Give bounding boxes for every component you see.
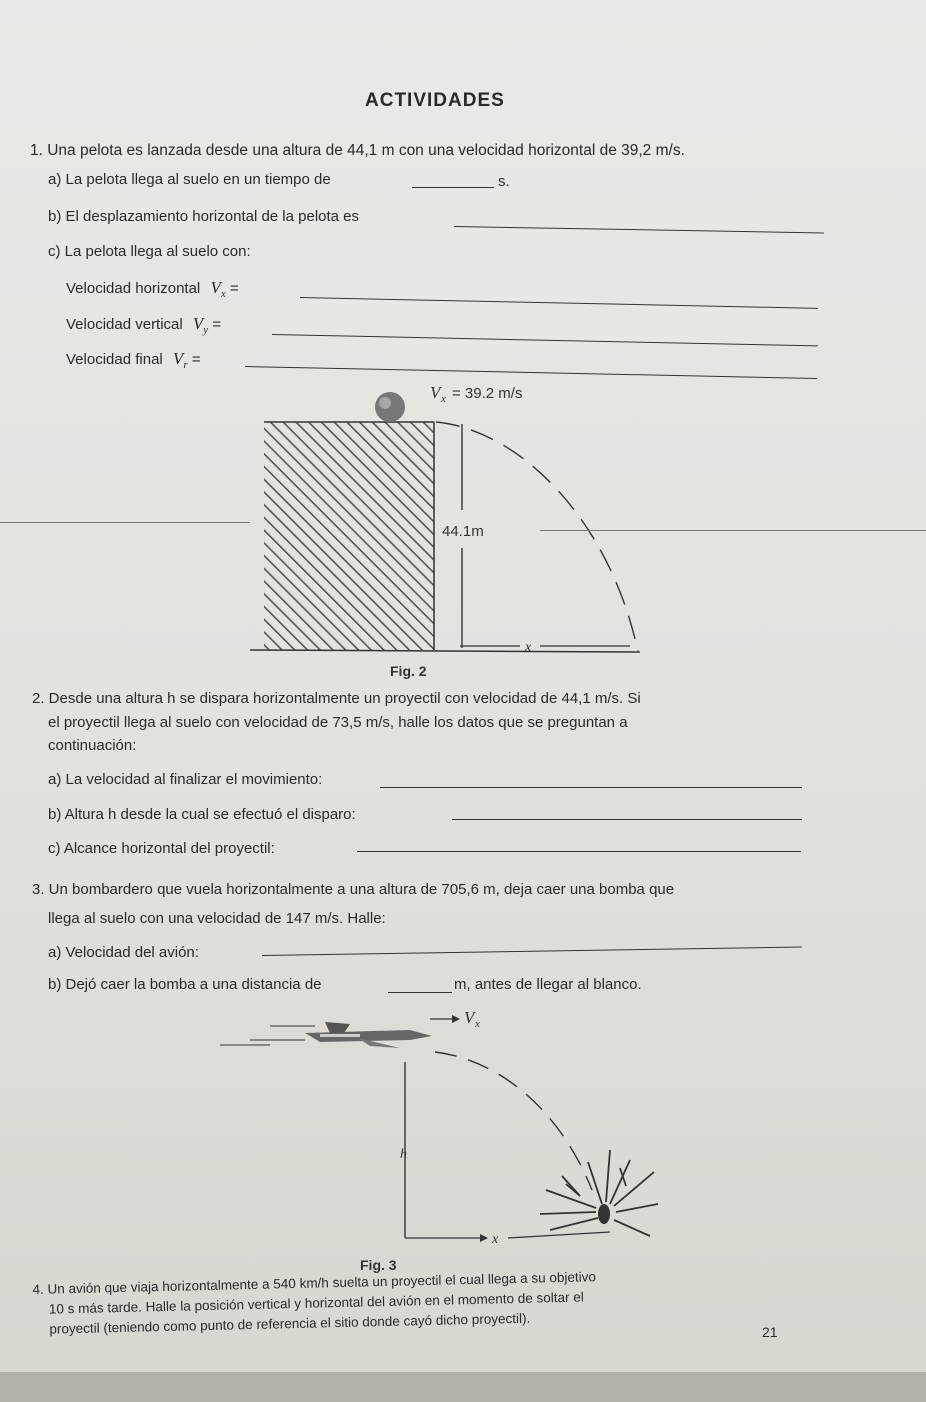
vy-equals: = (212, 316, 222, 333)
cliff-hatched-block (264, 422, 434, 650)
height-label: 44.1m (442, 523, 484, 540)
q2-line1: 2. Desde una altura h se dispara horizontalmente un proyectil con velocidad de 44,1 m/s. Si (32, 690, 641, 707)
q1-b-text: b) El desplazamiento horizontal de la pelota es (48, 208, 360, 225)
range-line-right (508, 1232, 610, 1238)
q1-stem: 1. Una pelota es lanzada desde una altura de 44,1 m con una velocidad horizontal de 39,2 m/s. (30, 142, 685, 159)
q4-line2: 10 s más tarde. Halle la posición vertical y horizontal del avión en el momento de soltar el (48, 1289, 585, 1317)
vf-symbol: V (172, 349, 184, 368)
range-arrowhead (480, 1234, 488, 1242)
ball-icon (375, 392, 405, 422)
q2-line3: continuación: (48, 737, 137, 754)
fig3-caption: Fig. 3 (360, 1257, 397, 1273)
fig3-x-label: x (492, 1232, 499, 1247)
vx-symbol: V (210, 278, 221, 297)
fig2-vx-symbol: V (430, 383, 441, 402)
range-x-label: x (525, 640, 532, 655)
vf-subscript: r (183, 359, 188, 371)
q4-line3: proyectil (teniendo como punto de referencia el sitio donde cayó dicho proyectil). (49, 1310, 531, 1337)
vf-equals: = (191, 351, 201, 368)
q1-vx-label (66, 278, 239, 301)
airplane-icon (305, 1022, 432, 1048)
ball-highlight (379, 397, 391, 409)
figure-3-bomber-diagram (210, 1000, 680, 1280)
q2-b-blank[interactable] (452, 819, 802, 820)
vx-label-text: Velocidad horizontal (66, 280, 201, 297)
q3-a-text: a) Velocidad del avión: (48, 944, 199, 961)
q3-b-blank[interactable] (388, 992, 452, 993)
q3-b-text: b) Dejó caer la bomba a una distancia de (48, 976, 322, 993)
fig3-vx-symbol: V (464, 1008, 475, 1027)
q1-a-blank[interactable] (412, 187, 494, 188)
page-number: 21 (762, 1324, 778, 1340)
bomb-trajectory-curve (435, 1052, 592, 1190)
q2-a-text: a) La velocidad al finalizar el movimiento: (48, 771, 323, 788)
binding-fold-line-right (540, 530, 926, 531)
q1-vy-label (66, 314, 221, 337)
q1-a-text: a) La pelota llega al suelo en un tiempo de (48, 171, 331, 188)
q2-a-blank[interactable] (380, 787, 802, 788)
vx-subscript: x (220, 288, 226, 300)
q3-line1: 3. Un bombardero que vuela horizontalmente a una altura de 705,6 m, deja caer una bomba que (32, 881, 675, 898)
q3-b-suffix: m, antes de llegar al blanco. (454, 976, 642, 993)
fig2-vx-subscript: x (441, 393, 446, 405)
q1-a-unit: s. (498, 173, 510, 190)
q1-vf-label (66, 349, 201, 372)
fig2-vx-value: = 39.2 m/s (452, 385, 523, 402)
q2-b-text: b) Altura h desde la cual se efectuó el disparo: (48, 806, 356, 823)
fig3-h-label: h (400, 1147, 407, 1162)
q2-c-blank[interactable] (357, 851, 801, 852)
fig3-vx-arrowhead (452, 1015, 460, 1023)
binding-fold-line-left (0, 522, 250, 523)
bomb-icon (598, 1204, 610, 1224)
vy-symbol: V (192, 314, 204, 333)
q1-c-text: c) La pelota llega al suelo con: (48, 243, 251, 260)
vf-label-text: Velocidad final (66, 351, 163, 368)
q2-c-text: c) Alcance horizontal del proyectil: (48, 840, 275, 857)
page-bottom-edge (0, 1372, 926, 1402)
q2-line2: el proyectil llega al suelo con velocidad de 73,5 m/s, halle los datos que se preguntan a (48, 714, 628, 731)
ground-line (250, 650, 640, 652)
vy-label-text: Velocidad vertical (66, 316, 183, 333)
explosion-icon (540, 1150, 658, 1236)
page-title: ACTIVIDADES (365, 90, 505, 111)
fig2-caption: Fig. 2 (390, 663, 427, 679)
q3-line2: llega al suelo con una velocidad de 147 m/s. Halle: (48, 910, 386, 927)
vx-equals: = (229, 280, 239, 297)
fig3-vx-subscript: x (475, 1018, 480, 1030)
q4-line1: 4. Un avión que viaja horizontalmente a 540 km/h suelta un proyectil el cual llega a su objetivo (32, 1269, 597, 1297)
vy-subscript: y (203, 324, 209, 336)
